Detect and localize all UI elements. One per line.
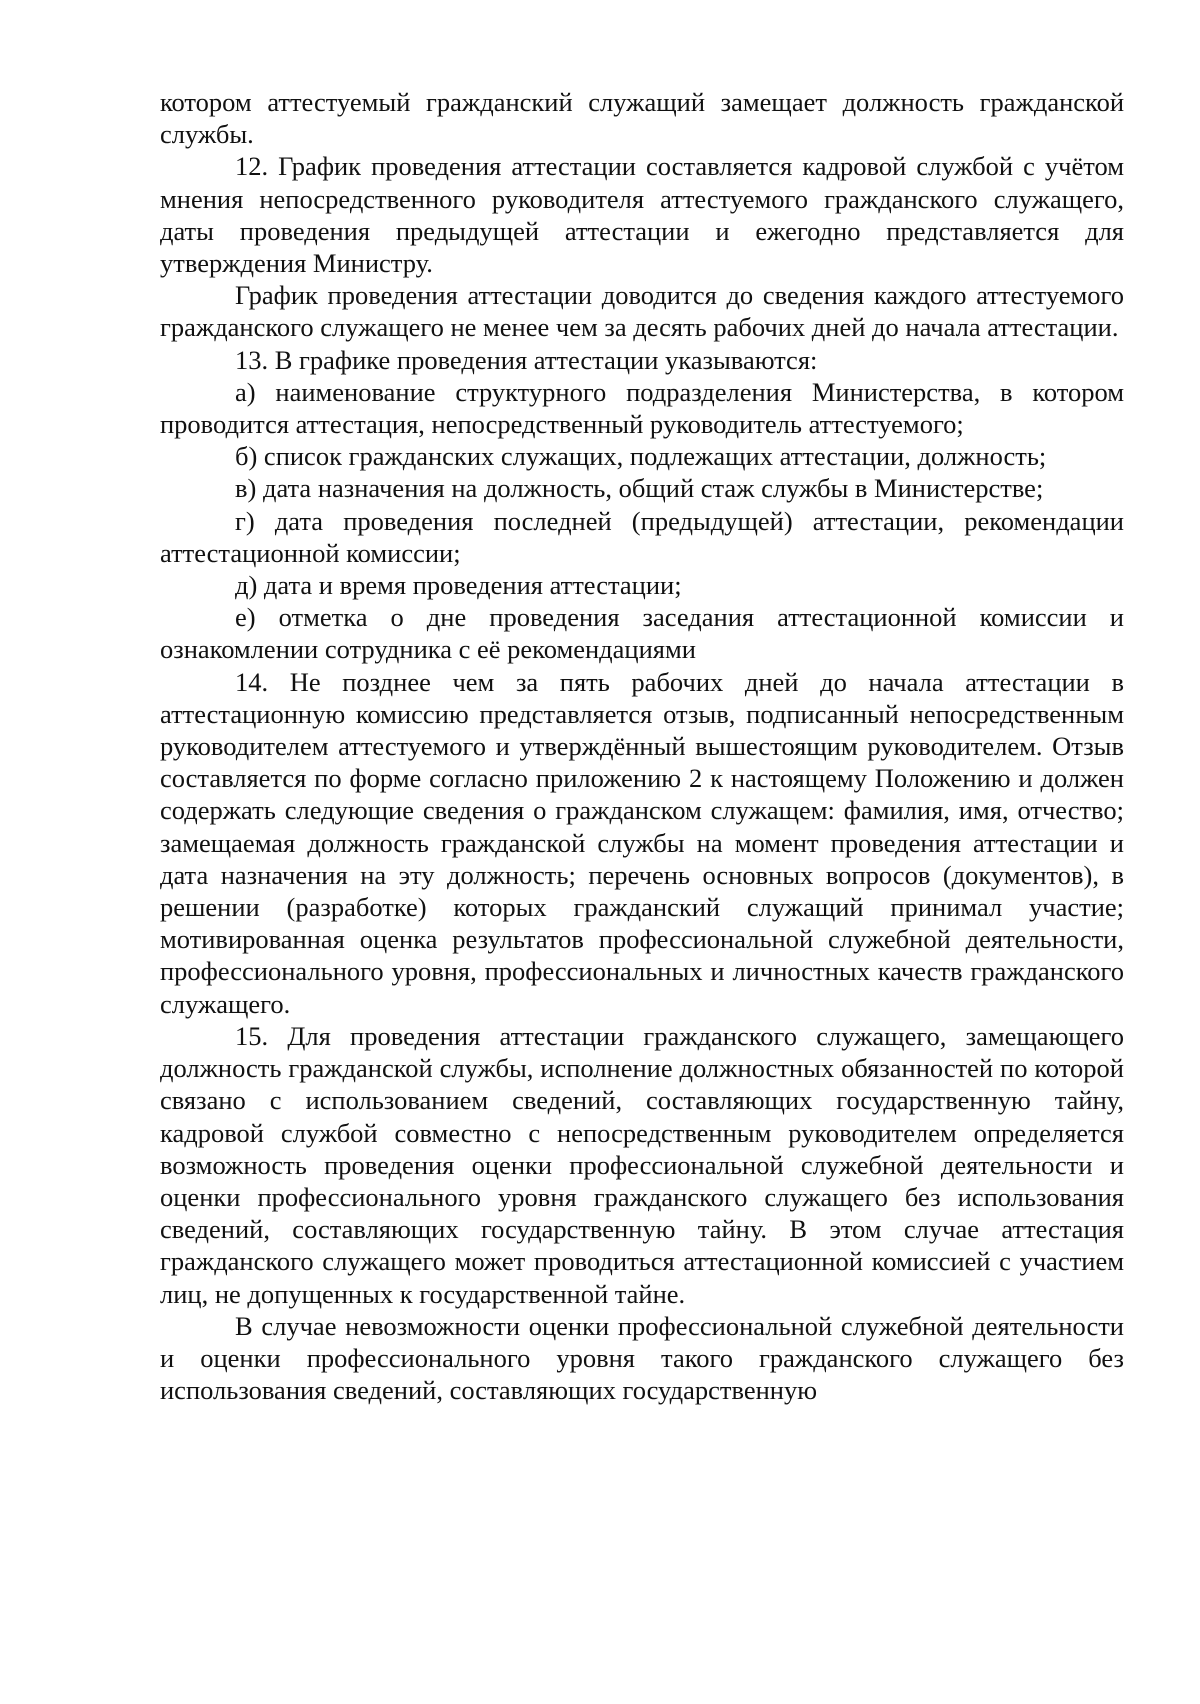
- list-item-d: д) дата и время проведения аттестации;: [235, 570, 682, 601]
- paragraph-item-15: 15. Для проведения аттестации гражданского служащего, замещающего должность гражданской службы, исполнение должностных обязанностей по которой связано с использованием сведений, составляющих государственную тайну, кадровой службой совместно с непосредственным руководителем определяется возможность проведения оценки профессиональной служебной деятельности и оценки профессионального уровня гражданского служащего без использования сведений, составляющих государственную тайну. В этом случае аттестация гражданского служащего может проводиться аттестационной комиссией с участием лиц, не допущенных к государственной тайне.: [160, 1020, 1124, 1309]
- paragraph-schedule-notice: График проведения аттестации доводится до сведения каждого аттестуемого гражданского служащего не менее чем за десять рабочих дней до начала аттестации.: [160, 280, 1124, 343]
- list-item-b: б) список гражданских служащих, подлежащих аттестации, должность;: [235, 441, 1047, 472]
- list-item-g: г) дата проведения последней (предыдущей) аттестации, рекомендации аттестационной комиссии;: [160, 505, 1124, 568]
- paragraph-item-12: 12. График проведения аттестации составляется кадровой службой с учётом мнения непосредственного руководителя аттестуемого гражданского служащего, даты проведения предыдущей аттестации и ежегодно представляется для утверждения Министру.: [160, 151, 1124, 279]
- paragraph-continuation: котором аттестуемый гражданский служащий замещает должность гражданской службы.: [160, 87, 1124, 150]
- list-item-e: е) отметка о дне проведения заседания аттестационной комиссии и ознакомлении сотрудника с её рекомендациями: [160, 602, 1124, 665]
- list-item-v: в) дата назначения на должность, общий стаж службы в Министерстве;: [235, 473, 1044, 504]
- paragraph-impossibility-case: В случае невозможности оценки профессиональной служебной деятельности и оценки профессионального уровня такого гражданского служащего без использования сведений, составляющих государственную: [160, 1310, 1124, 1406]
- paragraph-item-13: 13. В графике проведения аттестации указываются:: [235, 344, 818, 375]
- document-body: [160, 86, 1124, 1406]
- paragraph-item-14: 14. Не позднее чем за пять рабочих дней до начала аттестации в аттестационную комиссию представляется отзыв, подписанный непосредственным руководителем аттестуемого и утверждённый вышестоящим руководителем. Отзыв составляется по форме согласно приложению 2 к настоящему Положению и должен содержать следующие сведения о гражданском служащем: фамилия, имя, отчество; замещаемая должность гражданской службы на момент проведения аттестации и дата назначения на эту должность; перечень основных вопросов (документов), в решении (разработке) которых гражданский служащий принимал участие; мотивированная оценка результатов профессиональной служебной деятельности, профессионального уровня, профессиональных и личностных качеств гражданского служащего.: [160, 666, 1124, 1019]
- list-item-a: а) наименование структурного подразделения Министерства, в котором проводится аттестация, непосредственный руководитель аттестуемого;: [160, 376, 1124, 440]
